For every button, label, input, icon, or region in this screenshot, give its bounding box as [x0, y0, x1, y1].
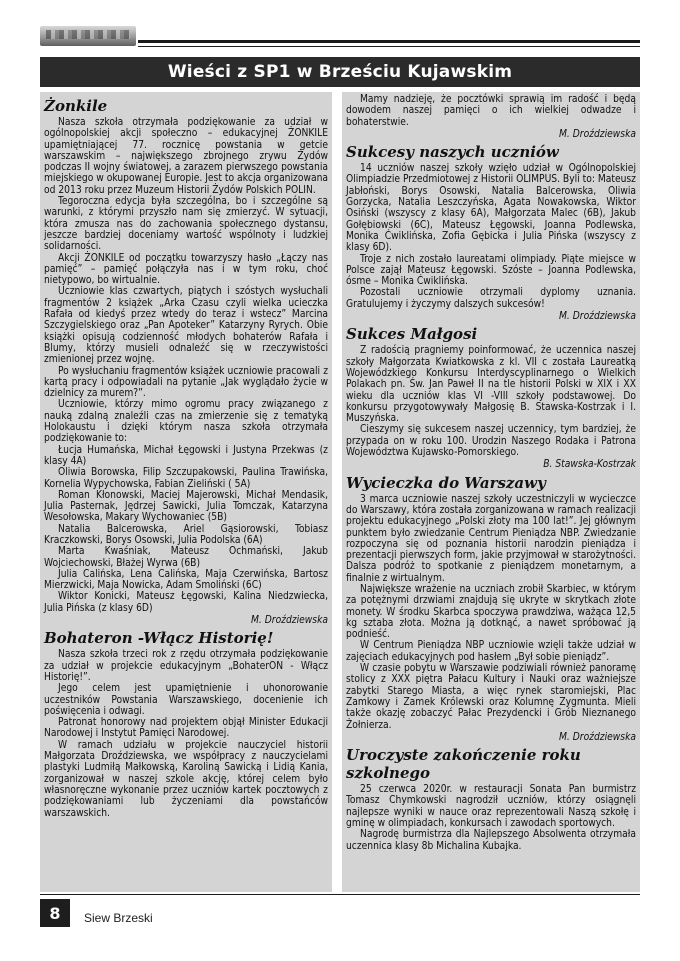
paragraph: 25 czerwca 2020r. w restauracji Sonata Pan burmistrz Tomasz Chymkowski nagrodził uczniów, którzy osiągnęli najlepsze wyniki w nauce oraz reprezentowali Naszą szkołę i gminę w olimpiadach, konkursach i zawodach sportowych.: [346, 784, 636, 830]
names-list-6a: Natalia Balcerowska, Ariel Gąsiorowski, Tobiasz Kraczkowski, Borys Osowski, Julia Podolska (6A): [44, 523, 328, 546]
paragraph: Mamy nadzieję, że pocztówki sprawią im radość i będą dowodem naszej pamięci o ich wielkiej odwadze i bohaterstwie.: [346, 94, 636, 128]
section-heading-bohateron: Bohateron -Włącz Historię!: [44, 629, 274, 648]
paragraph: Uczniowie klas czwartych, piątych i szóstych wysłuchali fragmentów 2 książek „Arka Czasu czyli wielka ucieczka Rafała od kiedyś przez wtedy do teraz i wstecz” Marcina Szczygielskiego oraz „Pan Apoteker” Katarzyny Ryrych. Obie książki opisują codzienność młodych bohaterów Rafała i Blumy, którzy musieli odnaleźć się w rzeczywistości zmienionej przez wojnę.: [44, 286, 328, 366]
paragraph: Nasza szkoła otrzymała podziękowanie za udział w ogólnopolskiej akcji społeczno – edukacyjnej ŻONKILE upamiętniającej 77. rocznicę powstania w getcie warszawskim – największego zbrojnego zrywu Żydów podczas II wojny światowej, a zarazem pierwszego powstania miejskiego w okupowanej Europie. Jest to akcja organizowana od 2013 roku przez Muzeum Historii Żydów Polskich POLIN.: [44, 117, 328, 196]
paragraph: Z radością pragniemy poinformować, że uczennica naszej szkoły Małgorzata Kwiatkowska z kl. VII c została Laureatką Wojewódzkiego Konkursu Interdyscyplinarnego o Wielkich Polakach pn. Św. Jan Paweł II na tle historii Polski w XIX i XX wieku dla uczniów klas VI -VIII szkoły podstawowej. Do konkursu przygotowywały Małgosię B. Stawska-Kostrzak i I. Muszyńska.: [346, 345, 636, 425]
names-list-6c: Julia Calińska, Lena Calińska, Maja Czerwińska, Bartosz Mierzwicki, Maja Nowicka, Adam Smoliński (6C): [44, 568, 328, 592]
author-signature: B. Stawska-Kostrzak: [543, 459, 636, 471]
masthead-logo: [40, 26, 136, 46]
header-rule-thin: [138, 46, 640, 47]
paragraph: W ramach udziału w projekcie nauczyciel historii Małgorzata Droździewska, we współpracy z nauczycielami plastyki Ludmiłą Małkowską, Karoliną Sawicką i Lidią Kania, zorganizował w naszej szkole akcję, której celem było własnoręczne wykonanie przez uczniów kartek pocztowych z podziękowaniami lub życzeniami dla powstańców warszawskich.: [44, 739, 328, 819]
author-signature: M. Droździewska: [559, 311, 636, 323]
names-list-6b: Marta Kwaśniak, Mateusz Ochmański, Jakub Wojciechowski, Błażej Wyrwa (6B): [44, 546, 328, 569]
paragraph: W Centrum Pieniądza NBP uczniowie wzięli także udział w zajęciach edukacyjnych pod hasłem „Był sobie pieniądz”.: [346, 640, 636, 663]
paragraph: Największe wrażenie na uczniach zrobił Skarbiec, w którym za potężnymi drzwiami znajdują się ukryte w skrytkach złote monety. W środku Skarbca spoczywa prawdziwa, ważąca 12,5 kg sztaba złota. Można ją dotknąć, a nawet spróbować ją podnieść.: [346, 583, 636, 641]
right-column: [342, 92, 640, 892]
paragraph: Po wysłuchaniu fragmentów książek uczniowie pracowali z kartą pracy i odpowiadali na pytanie „Jak wyglądało życie w dzielnicy za murem?”.: [44, 365, 328, 400]
paragraph: Pozostali uczniowie otrzymali dyplomy uznania. Gratulujemy i życzymy dalszych sukcesów!: [346, 287, 636, 310]
paragraph: Jego celem jest upamiętnienie i uhonorowanie uczestników Powstania Warszawskiego, docenienie ich poświęcenia i odwagi.: [44, 683, 328, 717]
page-title: Wieści z SP1 w Brześciu Kujawskim: [40, 57, 640, 87]
paragraph: Nasza szkoła trzeci rok z rzędu otrzymała podziękowanie za udział w projekcie edukacyjnym „BohaterON - Włącz Historię!”.: [44, 649, 328, 683]
names-list-4a: Łucja Humańska, Michał Łęgowski i Justyna Przekwas (z klasy 4A): [44, 444, 328, 467]
paragraph: Patronat honorowy nad projektem objął Minister Edukacji Narodowej i Instytut Pamięci Narodowej.: [44, 717, 328, 740]
paragraph: Tegoroczna edycja była szczególna, bo i szczególne są warunki, z którymi przyszło nam się zmierzyć. W sytuacji, która zmusza nas do zachowania społecznego dystansu, jeszcze bardziej doceniamy wartość wspólnoty i ludzkiej solidarności.: [44, 196, 328, 253]
paragraph: Cieszymy się sukcesem naszej uczennicy, tym bardziej, że przypada on w roku 100. Urodzin Naszego Rodaka i Patrona Województwa Kujawsko-Pomorskiego.: [346, 424, 636, 459]
section-heading-malgosia: Sukces Małgosi: [346, 325, 478, 344]
left-column: [40, 92, 332, 892]
section-heading-zonkile: Żonkile: [44, 97, 108, 115]
names-list-5a: Oliwia Borowska, Filip Szczupakowski, Paulina Trawińska, Kornelia Wypychowska, Fabian Zieliński ( 5A): [44, 467, 328, 490]
publication-name: Siew Brzeski: [84, 911, 153, 925]
paragraph: W czasie pobytu w Warszawie podziwiali również panoramę stolicy z XXX piętra Pałacu Kultury i Nauki oraz ważniejsze zabytki Starego Miasta, a więc rynek staromiejski, Plac Zamkowy i Zamek Królewski oraz Kolumnę Zygmunta. Mieli także okazję zobaczyć Pałac Prezydencki i Grób Nieznanego Żołnierza.: [346, 663, 636, 731]
section-heading-wycieczka: Wycieczka do Warszawy: [346, 473, 546, 492]
page-number: 8: [40, 899, 70, 927]
names-list-5b: Roman Kłonowski, Maciej Majerowski, Michał Mendasik, Julia Pasternak, Jędrzej Sawicki, Julia Tomczak, Katarzyna Wesołowska, Makary Wychowaniec (5B): [44, 489, 328, 524]
paragraph: Troje z nich zostało laureatami olimpiady. Piąte miejsce w Polsce zajął Mateusz Łęgowski. Szóste – Joanna Podlewska, ósme – Monika Ćwiklińska.: [346, 253, 636, 288]
author-signature: M. Droździewska: [559, 128, 636, 140]
section-heading-sukcesy: Sukcesy naszych uczniów: [346, 143, 559, 162]
header-rule: [138, 40, 640, 43]
author-signature: M. Droździewska: [559, 731, 636, 743]
author-signature: M. Droździewska: [251, 615, 328, 627]
paragraph: Akcji ŻONKILE od początku towarzyszy hasło „Łączy nas pamięć” – pamięć połączyła nas i w tym roku, choć nietypowo, bo wirtualnie.: [44, 252, 328, 287]
paragraph: Nagrodę burmistrza dla Najlepszego Absolwenta otrzymała uczennica klasy 8b Michalina Kubajka.: [346, 829, 636, 852]
paragraph: Uczniowie, którzy mimo ogromu pracy związanego z nauką zdalną znaleźli czas na zmierzenie się z tematyką Holokaustu i dzięki którym nasza szkoła otrzymała podziękowanie to:: [44, 399, 328, 445]
paragraph: 14 uczniów naszej szkoły wzięło udział w Ogólnopolskiej Olimpiadzie Przedmiotowej z Historii OLIMPUS. Byli to: Mateusz Jabłoński, Borys Osowski, Natalia Balcerowska, Oliwia Gorzycka, Natalia Leszczyńska, Agata Nowakowska, Wiktor Osiński (wszyscy z klasy 6A), Małgorzata Malec (6B), Jakub Gołębiowski (6C), Mateusz Łęgowski, Joanna Podlewska, Monika Ćwiklińska, Zofia Gębicka i Julia Pińska (wszyscy z klasy 6D).: [346, 163, 636, 254]
paragraph: 3 marca uczniowie naszej szkoły uczestniczyli w wycieczce do Warszawy, która została zorganizowana w ramach realizacji projektu edukacyjnego „Polski złoty ma 100 lat!”. Jej głównym punktem było zwiedzanie Centrum Pieniądza NBP. Zwiedzanie rozpoczyna się od poznania historii narodzin pieniądza i prezentacji pierwszych form, jakie przyjmował w starożytności. Dalsza podróż to spotkanie z pieniądzem monetarnym, a finalnie z wirtualnym.: [346, 493, 636, 584]
names-list-6d: Wiktor Konicki, Mateusz Łęgowski, Kalina Niedzwiecka, Julia Pińska (z klasy 6D): [44, 591, 328, 614]
section-heading-zakonczenie: Uroczyste zakończenie roku szkolnego: [346, 746, 581, 783]
footer-rule: [40, 894, 640, 895]
